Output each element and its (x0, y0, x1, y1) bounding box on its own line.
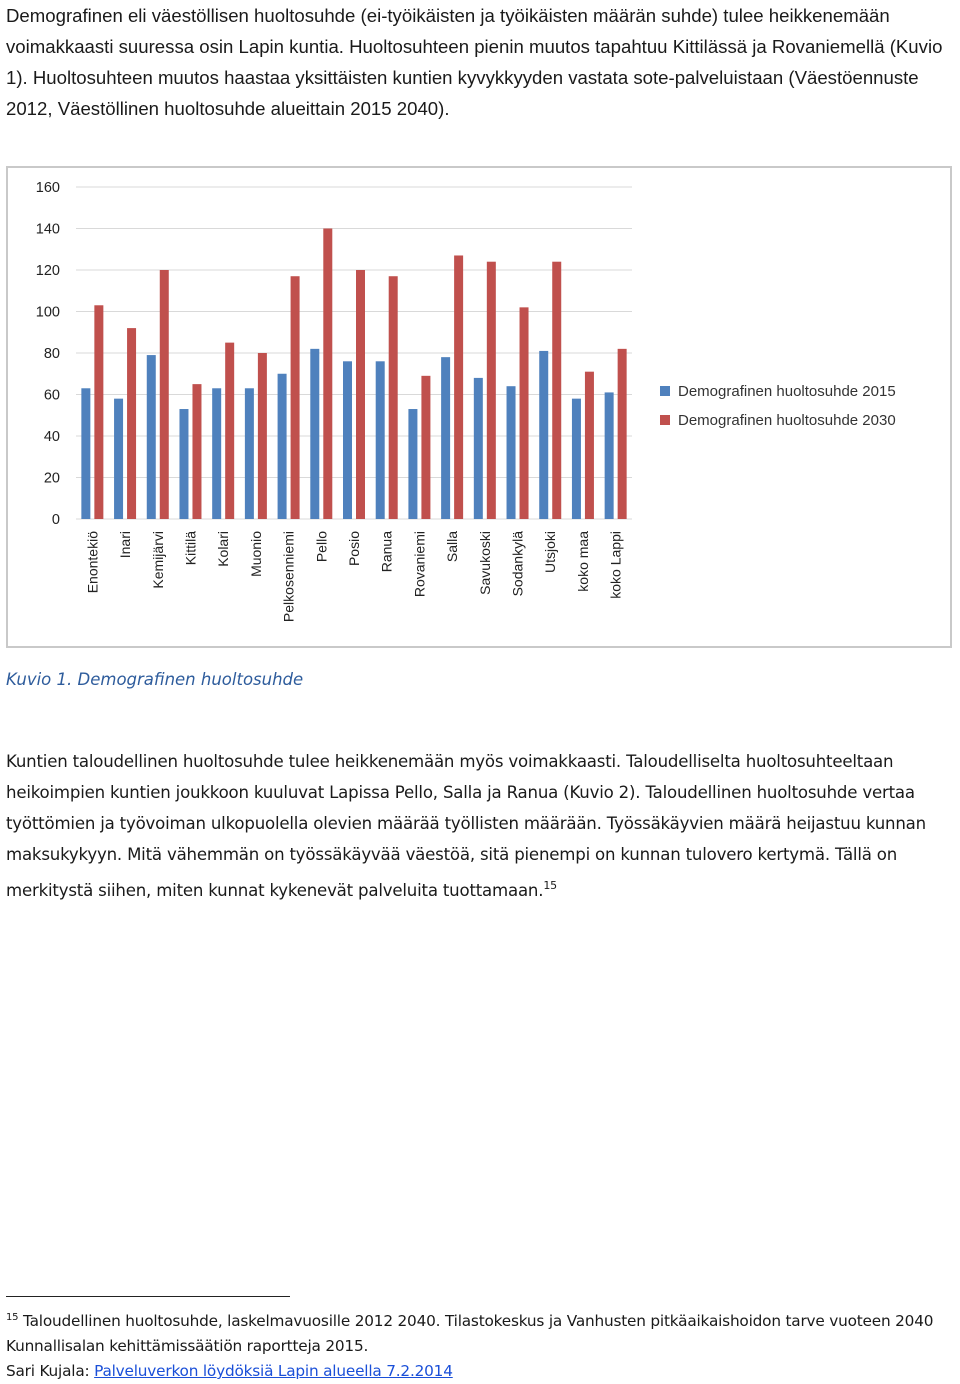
y-tick-label: 120 (35, 263, 60, 279)
y-tick-label: 80 (43, 346, 60, 362)
y-tick-label: 140 (35, 221, 60, 238)
legend-swatch (660, 415, 670, 425)
legend-swatch (660, 386, 670, 396)
bar-chart (8, 168, 950, 646)
bar-2015 (147, 355, 156, 519)
x-tick-label: Kemijärvi (149, 531, 166, 589)
y-tick-label: 100 (35, 304, 60, 321)
bar-2030 (225, 343, 234, 519)
x-tick-label: Utsjoki (542, 531, 559, 574)
bar-2015 (179, 409, 188, 519)
bar-2030 (421, 376, 430, 519)
bar-2030 (585, 372, 594, 519)
bar-2030 (487, 262, 496, 519)
bar-2030 (389, 276, 398, 519)
x-tick-label: Posio (346, 531, 362, 567)
bar-2030 (520, 307, 529, 519)
footnote-number: 15 (6, 1312, 19, 1323)
bar-2030 (356, 270, 365, 519)
y-tick-label: 40 (43, 429, 60, 445)
bar-2015 (408, 409, 417, 519)
x-tick-label: Pello (313, 531, 330, 563)
x-tick-label: Inari (117, 531, 134, 559)
bar-2015 (245, 388, 254, 519)
y-tick-label: 160 (35, 180, 60, 196)
bar-2015 (474, 378, 483, 519)
x-tick-label: Enontekiö (84, 531, 101, 594)
x-tick-label: Kittilä (182, 531, 199, 566)
x-tick-label: Sodankylä (509, 531, 526, 597)
x-tick-label: Pelkosenniemi (280, 531, 297, 623)
footnote-separator (6, 1296, 290, 1297)
bar-2030 (454, 255, 463, 519)
bar-2015 (572, 399, 581, 519)
y-tick-label: 60 (43, 387, 60, 404)
legend-label: Demografinen huoltosuhde 2015 (678, 383, 896, 400)
x-tick-label: koko Lappi (607, 531, 624, 599)
bar-2030 (258, 353, 267, 519)
bar-2030 (552, 262, 561, 519)
intro-paragraph: Demografinen eli väestöllisen huoltosuhde (ei-työikäisten ja työikäisten määrän suhde) tulee heikkenemään voimakkaasti suuressa osin Lapin kuntia. Huoltosuhteen pienin muutos tapahtuu Kittilässä ja Rovaniemellä (Kuvio 1). Huoltosuhteen muutos haastaa yksittäisten kuntien kyvykkyyden vastata sote-palveluistaan (Väestöennuste 2012, Väestöllinen huoltosuhde alueittain 2015 2040). (6, 5, 943, 119)
bar-2015 (605, 392, 614, 519)
bar-2015 (114, 399, 123, 519)
footnote-source-line (6, 1359, 958, 1384)
bar-2030 (618, 349, 627, 519)
bar-2030 (127, 328, 136, 519)
bar-2015 (212, 388, 221, 519)
footnote-text: Taloudellinen huoltosuhde, laskelmavuosille 2012 2040. Tilastokeskus ja Vanhusten pitkäaikaishoidon tarve vuoteen 2040 Kunnallisalan kehittämissäätiön raportteja 2015. (6, 1312, 934, 1355)
bar-2015 (310, 349, 319, 519)
x-tick-label: koko maa (574, 531, 591, 592)
bar-2030 (323, 229, 332, 520)
y-tick-label: 20 (43, 470, 60, 487)
x-tick-label: Savukoski (476, 531, 493, 595)
footnote (6, 1305, 958, 1384)
body-text: Kuntien taloudellinen huoltosuhde tulee heikkenemään myös voimakkaasti. Taloudelliselta huoltosuhteeltaan heikoimpien kuntien joukkoon kuuluvat Lapissa Pello, Salla ja Ranua (Kuvio 2). Taloudellinen huoltosuhde vertaa työttömien ja työvoiman ulkopuolella olevien määrää työllisten määrään. Työssäkäyvien määrä heijastuu kunnan maksukykyyn. Mitä vähemmän on työssäkäyvää väestöä, sitä pienempi on kunnan tulovero kertymä. Tällä on merkitystä siihen, miten kunnat kykenevät palveluita tuottamaan. (6, 752, 926, 900)
x-tick-label: Salla (444, 531, 461, 563)
bar-2015 (81, 388, 90, 519)
bar-2015 (343, 361, 352, 519)
bar-2015 (441, 357, 450, 519)
figure-caption: Kuvio 1. Demografinen huoltosuhde (6, 670, 304, 689)
x-tick-label: Rovaniemi (411, 531, 428, 598)
chart-container (6, 166, 952, 648)
bar-2030 (160, 270, 169, 519)
x-tick-label: Kolari (215, 531, 232, 567)
x-tick-label: Ranua (378, 531, 395, 573)
bar-2015 (278, 374, 287, 519)
bar-2030 (94, 305, 103, 519)
footnote-reference: 15 (543, 879, 557, 892)
footnote-author: Sari Kujala: (6, 1362, 90, 1380)
bar-2015 (507, 386, 516, 519)
footnote-line (6, 1305, 958, 1359)
bar-2015 (376, 361, 385, 519)
y-tick-label: 0 (51, 512, 60, 528)
body-paragraph (6, 746, 958, 906)
bar-2015 (539, 351, 548, 519)
x-tick-label: Muonio (247, 531, 264, 577)
bar-2030 (291, 276, 300, 519)
bar-2030 (192, 384, 201, 519)
legend-label: Demografinen huoltosuhde 2030 (678, 412, 896, 429)
source-link[interactable]: Palveluverkon löydöksiä Lapin alueella 7.2.2014 (94, 1362, 453, 1380)
